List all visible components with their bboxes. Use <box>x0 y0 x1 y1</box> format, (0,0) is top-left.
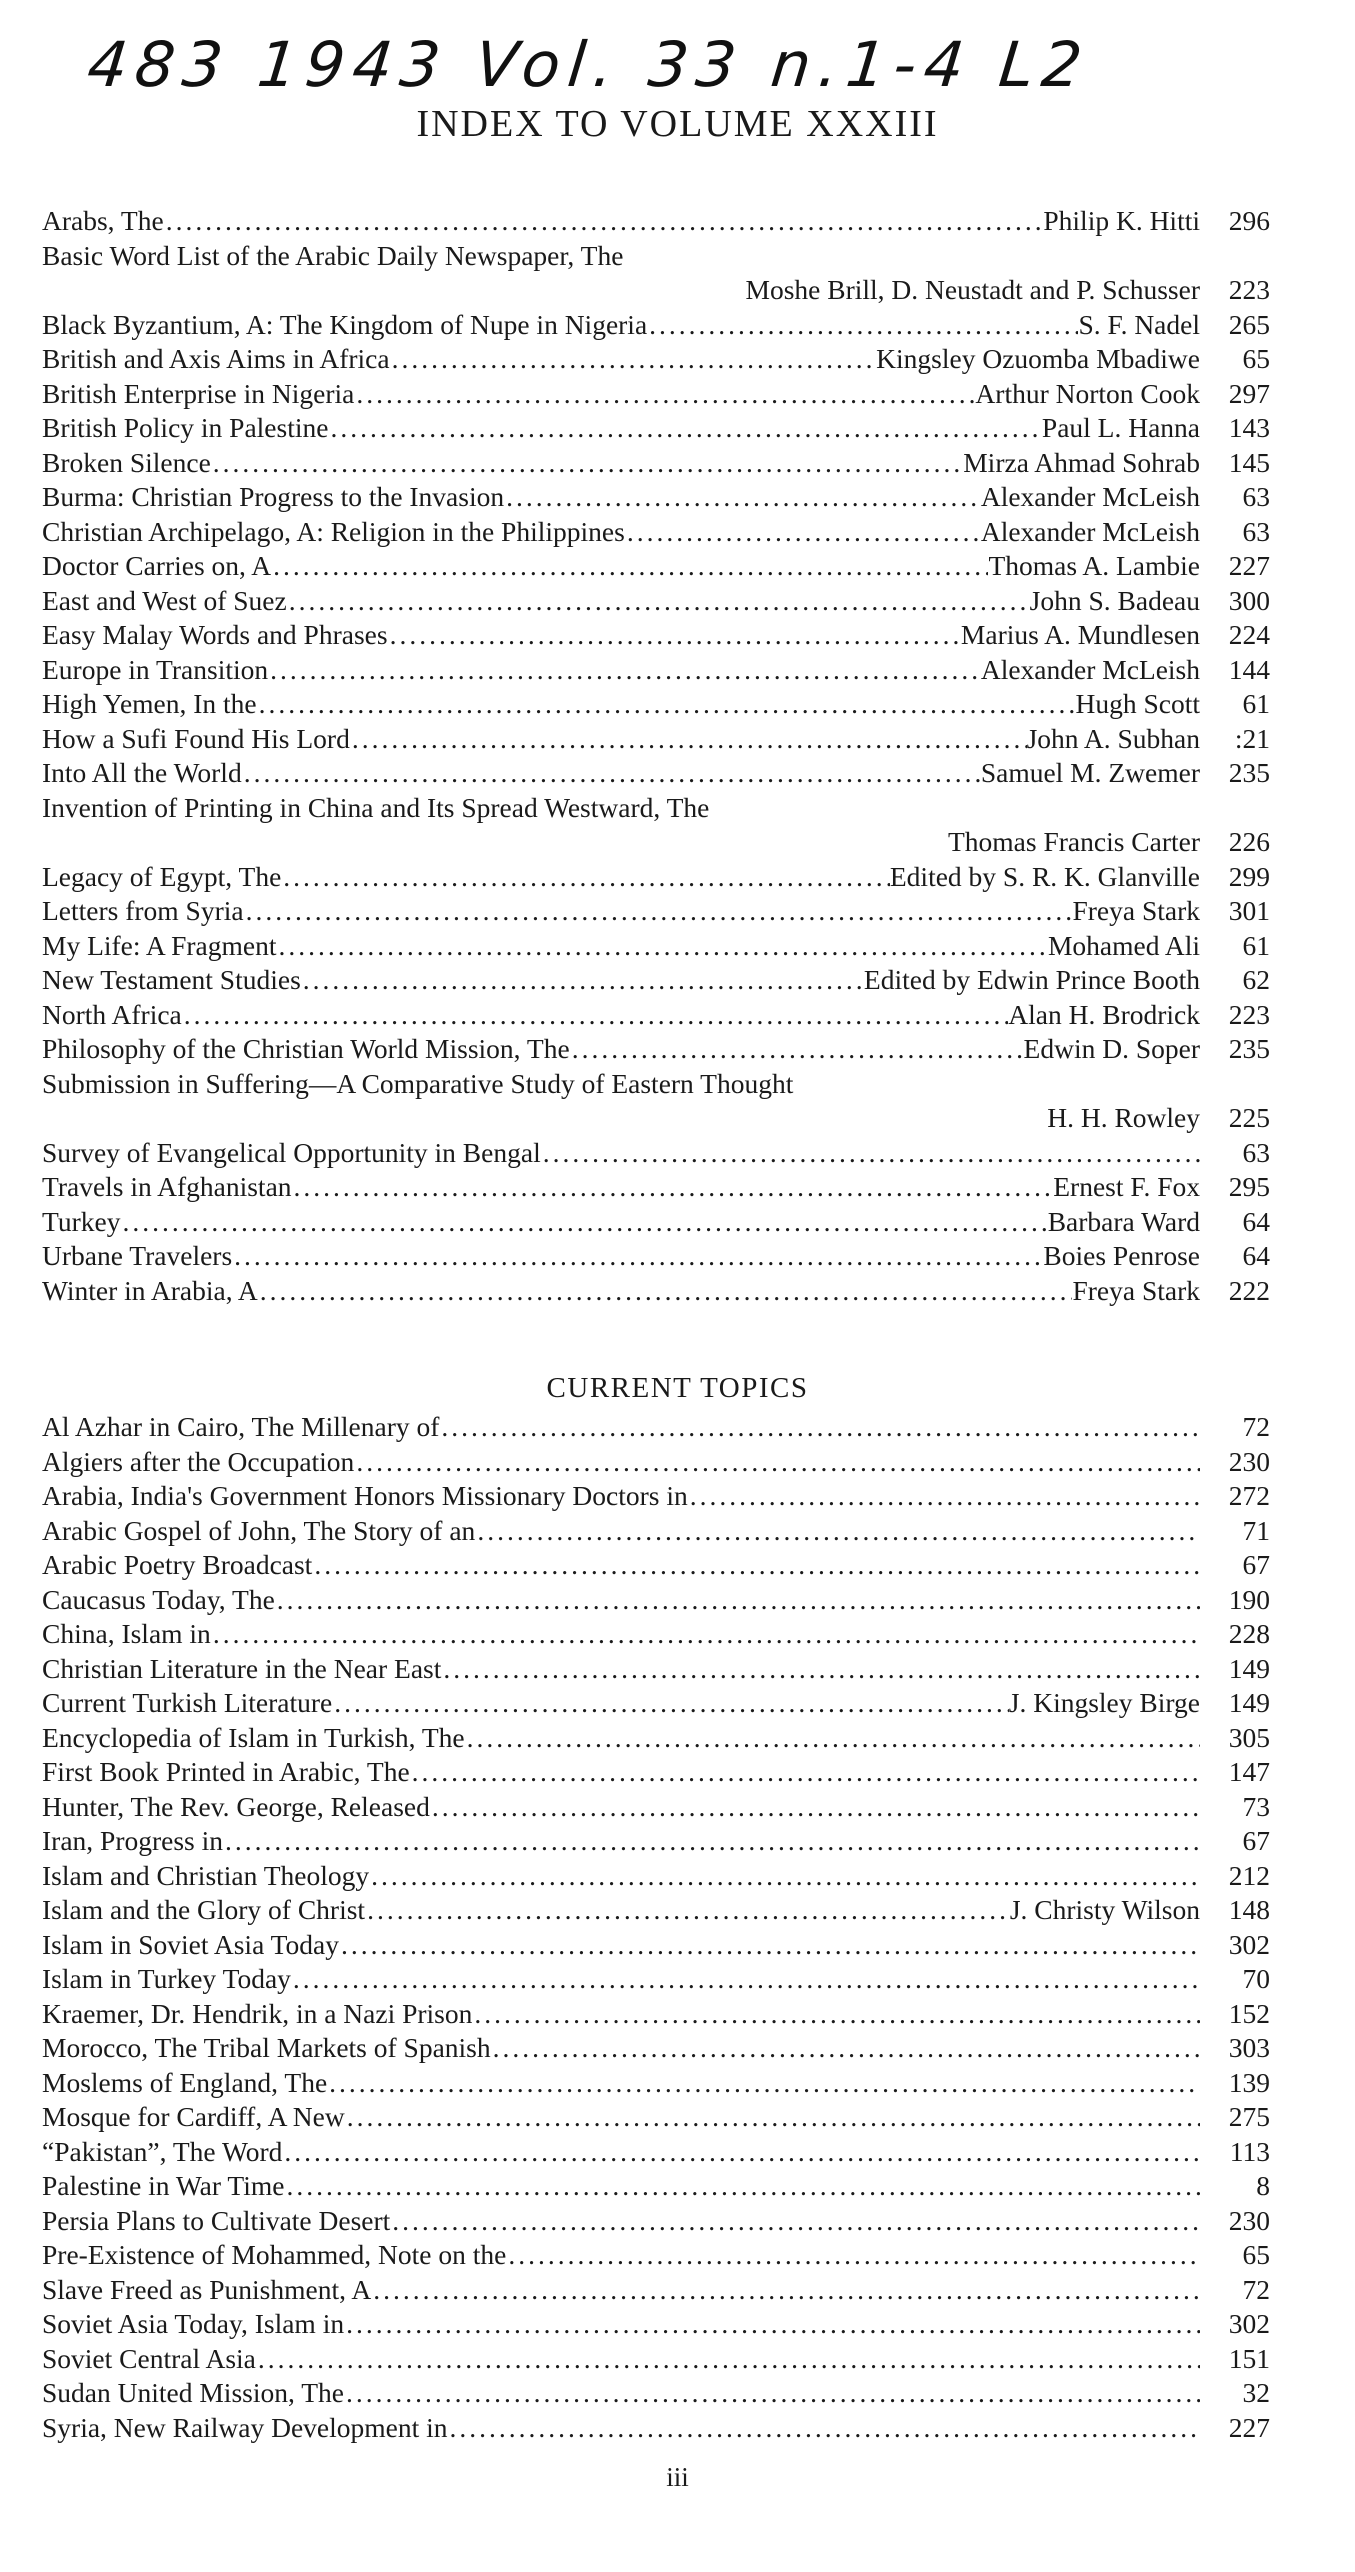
dot-leader <box>182 998 1009 1033</box>
entry-title: Morocco, The Tribal Markets of Spanish <box>42 2032 491 2063</box>
entry-title: Turkey <box>42 1205 121 1237</box>
index-entry <box>42 998 1270 1033</box>
dot-leader <box>312 1548 1200 1583</box>
main-index-list <box>42 204 1270 1308</box>
topic-entry <box>42 2204 1270 2239</box>
index-entry <box>42 273 1270 308</box>
topic-entry <box>42 1859 1270 1894</box>
dot-leader <box>439 1410 1200 1445</box>
topic-entry <box>42 2307 1270 2342</box>
page-title: INDEX TO VOLUME XXXIII <box>416 103 939 145</box>
entry-page: 64 <box>1242 1240 1270 1271</box>
entry-page: 67 <box>1242 1549 1270 1580</box>
entry-page: 227 <box>1228 550 1270 581</box>
entry-page: 295 <box>1228 1171 1270 1202</box>
dot-leader <box>211 1617 1200 1652</box>
dot-leader <box>344 2307 1200 2342</box>
dot-leader <box>371 2273 1200 2308</box>
entry-title: North Africa <box>42 998 182 1030</box>
entry-page: :21 <box>1234 722 1270 754</box>
entry-page: 148 <box>1228 1894 1270 1925</box>
entry-author: Marius A. Mundlesen <box>960 619 1200 650</box>
handwritten-catalog-note: 483 1943 Vol. 33 n.1-4 L2 <box>84 28 1094 101</box>
dot-leader <box>345 2100 1200 2135</box>
index-entry <box>42 653 1270 688</box>
entry-page: 64 <box>1242 1205 1270 1237</box>
index-entry <box>42 204 1270 239</box>
entry-page: 301 <box>1228 895 1270 926</box>
dot-leader <box>625 515 981 550</box>
topic-entry <box>42 1479 1270 1514</box>
entry-page: 73 <box>1242 1790 1270 1822</box>
index-entry <box>42 860 1270 895</box>
index-entry <box>42 515 1270 550</box>
dot-leader <box>244 894 1073 929</box>
entry-page: 139 <box>1228 2066 1270 2098</box>
entry-author: Kingsley Ozuomba Mbadiwe <box>876 343 1200 374</box>
entry-page: 296 <box>1228 205 1270 236</box>
entry-title: Broken Silence <box>42 446 211 478</box>
dot-leader <box>441 1652 1200 1687</box>
dot-leader <box>350 722 1027 757</box>
current-topics-heading: CURRENT TOPICS <box>546 1372 809 1404</box>
entry-title: Islam in Turkey Today <box>42 1963 291 1994</box>
entry-page: 72 <box>1242 2273 1270 2305</box>
entry-page: 63 <box>1242 515 1270 547</box>
dot-leader <box>291 1962 1200 1997</box>
entry-title: Arabic Poetry Broadcast <box>42 1549 313 1580</box>
page-number: iii <box>666 2462 689 2492</box>
entry-title: My Life: A Fragment <box>42 929 277 961</box>
entry-title: Soviet Central Asia <box>42 2342 256 2374</box>
entry-title: Syria, New Railway Development in <box>42 2411 448 2443</box>
entry-page: 230 <box>1228 2204 1270 2236</box>
dot-leader <box>211 446 963 481</box>
entry-page: 63 <box>1242 1136 1270 1168</box>
entry-title: Islam and Christian Theology <box>42 1859 370 1891</box>
dot-leader <box>365 1893 1010 1928</box>
entry-title: Caucasus Today, The <box>42 1583 275 1615</box>
index-entry <box>42 618 1270 653</box>
entry-title: Into All the World <box>42 757 242 788</box>
entry-title: British Enterprise in Nigeria <box>42 377 355 409</box>
entry-title: Hunter, The Rev. George, Released <box>42 1790 430 1822</box>
index-entry <box>42 791 1270 826</box>
index-entry <box>42 929 1270 964</box>
entry-title: Doctor Carries on, A <box>42 550 272 581</box>
entry-title: Mosque for Cardiff, A New <box>42 2101 345 2132</box>
entry-page: 265 <box>1228 308 1270 340</box>
topic-entry <box>42 1755 1270 1790</box>
entry-author: Thomas A. Lambie <box>988 550 1200 581</box>
entry-author: John A. Subhan <box>1026 722 1200 754</box>
dot-leader <box>339 1928 1200 1963</box>
entry-author: Moshe Brill, D. Neustadt and P. Schusser <box>745 274 1200 305</box>
dot-leader <box>292 1170 1054 1205</box>
entry-author: Edited by S. R. K. Glanville <box>889 860 1200 892</box>
dot-leader <box>448 2411 1200 2446</box>
dot-leader <box>327 2066 1200 2101</box>
entry-title: Philosophy of the Christian World Mission, The <box>42 1033 570 1064</box>
dot-leader <box>258 1274 1073 1309</box>
entry-author: Edited by Edwin Prince Booth <box>863 964 1200 995</box>
entry-author: Mirza Ahmad Sohrab <box>963 446 1200 478</box>
entry-title: British and Axis Aims in Africa <box>42 343 390 374</box>
topic-entry <box>42 2135 1270 2170</box>
dot-leader <box>301 963 864 998</box>
entry-page: 190 <box>1228 1583 1270 1615</box>
entry-page: 235 <box>1228 757 1270 788</box>
dot-leader <box>465 1721 1200 1756</box>
topic-entry <box>42 1790 1270 1825</box>
dot-leader <box>275 1583 1200 1618</box>
entry-page: 70 <box>1242 1963 1270 1994</box>
entry-title: Soviet Asia Today, Islam in <box>42 2308 345 2339</box>
entry-page: 302 <box>1228 1928 1270 1960</box>
dot-leader <box>256 2342 1200 2377</box>
entry-page: 297 <box>1228 377 1270 409</box>
index-entry <box>42 1032 1270 1067</box>
entry-page: 65 <box>1242 2239 1270 2270</box>
entry-page: 235 <box>1228 1033 1270 1064</box>
topic-entry <box>42 1686 1270 1721</box>
entry-page: 303 <box>1228 2032 1270 2063</box>
topic-entry <box>42 1893 1270 1928</box>
index-entry <box>42 825 1270 860</box>
dot-leader <box>688 1479 1200 1514</box>
index-entry <box>42 1274 1270 1309</box>
entry-title: Invention of Printing in China and Its Spread Westward, The <box>42 791 710 823</box>
entry-author: Philip K. Hitti <box>1043 205 1200 236</box>
entry-title: Black Byzantium, A: The Kingdom of Nupe in Nigeria <box>42 308 648 340</box>
index-entry <box>42 1170 1270 1205</box>
dot-leader <box>287 584 1030 619</box>
dot-leader <box>328 411 1041 446</box>
entry-page: 305 <box>1228 1721 1270 1753</box>
entry-title: British Policy in Palestine <box>42 412 329 443</box>
entry-page: 302 <box>1228 2308 1270 2339</box>
entry-title: Al Azhar in Cairo, The Millenary of <box>42 1411 440 1442</box>
entry-page: 300 <box>1228 584 1270 616</box>
entry-page: 227 <box>1228 2411 1270 2443</box>
topic-entry <box>42 2100 1270 2135</box>
entry-page: 113 <box>1229 2135 1270 2167</box>
entry-title: “Pakistan”, The Word <box>42 2135 283 2167</box>
dot-leader <box>491 2031 1200 2066</box>
entry-page: 143 <box>1228 412 1270 443</box>
dot-leader <box>570 1032 1024 1067</box>
dot-leader <box>232 1239 1043 1274</box>
topic-entry <box>42 1721 1270 1756</box>
entry-title: Algiers after the Occupation <box>42 1445 355 1477</box>
entry-page: 275 <box>1228 2101 1270 2132</box>
entry-title: Slave Freed as Punishment, A <box>42 2273 372 2305</box>
entry-title: Survey of Evangelical Opportunity in Bengal <box>42 1136 541 1168</box>
entry-page: 212 <box>1228 1859 1270 1891</box>
dot-leader <box>388 618 961 653</box>
dot-leader <box>277 929 1048 964</box>
topic-entry <box>42 2376 1270 2411</box>
entry-page: 230 <box>1228 1445 1270 1477</box>
entry-page: 61 <box>1242 688 1270 719</box>
entry-page: 228 <box>1228 1618 1270 1649</box>
topic-entry <box>42 2238 1270 2273</box>
entry-page: 61 <box>1242 929 1270 961</box>
current-topics-list <box>42 1410 1270 2445</box>
dot-leader <box>472 1997 1200 2032</box>
entry-author: Alexander McLeish <box>980 481 1200 512</box>
entry-page: 62 <box>1242 964 1270 995</box>
topic-entry <box>42 2066 1270 2101</box>
entry-title: Winter in Arabia, A <box>42 1274 258 1306</box>
entry-page: 223 <box>1228 998 1270 1030</box>
dot-leader <box>647 308 1078 343</box>
dot-leader <box>344 2376 1200 2411</box>
topic-entry <box>42 2273 1270 2308</box>
entry-title: Persia Plans to Cultivate Desert <box>42 2204 391 2236</box>
topic-entry <box>42 1548 1270 1583</box>
entry-title: East and West of Suez <box>42 584 287 616</box>
index-entry <box>42 1101 1270 1136</box>
topic-entry <box>42 1962 1270 1997</box>
index-entry <box>42 411 1270 446</box>
index-entry <box>42 687 1270 722</box>
entry-author: J. Christy Wilson <box>1009 1894 1200 1925</box>
entry-page: 8 <box>1256 2170 1270 2201</box>
dot-leader <box>268 653 981 688</box>
index-entry <box>42 963 1270 998</box>
entry-title: Iran, Progress in <box>42 1825 224 1856</box>
dot-leader <box>541 1136 1200 1171</box>
dot-leader <box>475 1514 1200 1549</box>
dot-leader <box>430 1790 1200 1825</box>
topic-entry <box>42 1928 1270 1963</box>
index-entry <box>42 342 1270 377</box>
dot-leader <box>242 756 981 791</box>
topic-entry <box>42 2342 1270 2377</box>
entry-page: 272 <box>1228 1480 1270 1511</box>
entry-title: Legacy of Egypt, The <box>42 860 282 892</box>
dot-leader <box>390 2204 1200 2239</box>
entry-title: Pre-Existence of Mohammed, Note on the <box>42 2239 507 2270</box>
entry-author: Alan H. Brodrick <box>1008 998 1200 1030</box>
entry-author: Alexander McLeish <box>980 515 1200 547</box>
entry-author: Paul L. Hanna <box>1041 412 1200 443</box>
entry-title: Submission in Suffering—A Comparative Study of Eastern Thought <box>42 1067 794 1099</box>
entry-title: How a Sufi Found His Lord <box>42 722 350 754</box>
entry-page: 149 <box>1228 1687 1270 1718</box>
entry-author: Hugh Scott <box>1075 688 1200 719</box>
entry-page: 71 <box>1242 1514 1270 1546</box>
dot-leader <box>282 2135 1200 2170</box>
entry-title: Christian Literature in the Near East <box>42 1652 442 1684</box>
topic-entry <box>42 2031 1270 2066</box>
entry-title: Travels in Afghanistan <box>42 1171 292 1202</box>
entry-author: Alexander McLeish <box>980 653 1200 685</box>
topic-entry <box>42 1514 1270 1549</box>
entry-page: 223 <box>1228 274 1270 305</box>
entry-title: High Yemen, In the <box>42 688 257 719</box>
entry-page: 144 <box>1228 653 1270 685</box>
entry-title: Urbane Travelers <box>42 1240 233 1271</box>
entry-title: Current Turkish Literature <box>42 1687 333 1718</box>
entry-title: Arabic Gospel of John, The Story of an <box>42 1514 476 1546</box>
topic-entry <box>42 1617 1270 1652</box>
entry-page: 299 <box>1228 860 1270 892</box>
dot-leader <box>506 2238 1200 2273</box>
dot-leader <box>285 2169 1201 2204</box>
entry-author: Boies Penrose <box>1043 1240 1200 1271</box>
entry-page: 222 <box>1228 1274 1270 1306</box>
topic-entry <box>42 1824 1270 1859</box>
entry-author: H. H. Rowley <box>1047 1102 1200 1133</box>
dot-leader <box>120 1205 1047 1240</box>
dot-leader <box>164 204 1044 239</box>
entry-author: Arthur Norton Cook <box>975 377 1200 409</box>
index-entry <box>42 894 1270 929</box>
entry-page: 65 <box>1242 343 1270 374</box>
entry-author: Thomas Francis Carter <box>947 826 1200 857</box>
index-entry <box>42 1136 1270 1171</box>
dot-leader <box>390 342 877 377</box>
entry-title: Arabia, India's Government Honors Missionary Doctors in <box>42 1480 688 1511</box>
entry-author: Ernest F. Fox <box>1053 1171 1200 1202</box>
entry-title: Islam and the Glory of Christ <box>42 1894 366 1925</box>
entry-author: Barbara Ward <box>1047 1205 1200 1237</box>
index-entry <box>42 722 1270 757</box>
entry-page: 152 <box>1228 1997 1270 2029</box>
dot-leader <box>354 1445 1200 1480</box>
entry-title: Kraemer, Dr. Hendrik, in a Nazi Prison <box>42 1997 473 2029</box>
dot-leader <box>281 860 890 895</box>
entry-title: Moslems of England, The <box>42 2066 328 2098</box>
entry-author: John S. Badeau <box>1029 584 1200 616</box>
entry-title: Burma: Christian Progress to the Invasion <box>42 481 505 512</box>
dot-leader <box>223 1824 1200 1859</box>
index-entry <box>42 308 1270 343</box>
topic-entry <box>42 1583 1270 1618</box>
index-entry <box>42 756 1270 791</box>
entry-title: Palestine in War Time <box>42 2170 285 2201</box>
dot-leader <box>257 687 1076 722</box>
index-entry <box>42 1239 1270 1274</box>
entry-page: 32 <box>1242 2377 1270 2408</box>
entry-title: Europe in Transition <box>42 653 269 685</box>
entry-author: J. Kingsley Birge <box>1008 1687 1200 1718</box>
index-entry <box>42 446 1270 481</box>
entry-title: Christian Archipelago, A: Religion in the Philippines <box>42 515 625 547</box>
entry-title: Arabs, The <box>42 205 164 236</box>
entry-page: 145 <box>1228 446 1270 478</box>
index-entry <box>42 377 1270 412</box>
index-entry <box>42 584 1270 619</box>
index-entry <box>42 549 1270 584</box>
dot-leader <box>369 1859 1200 1894</box>
topic-entry <box>42 1410 1270 1445</box>
index-entry <box>42 1205 1270 1240</box>
entry-page: 224 <box>1228 619 1270 650</box>
entry-page: 151 <box>1228 2342 1270 2374</box>
entry-title: China, Islam in <box>42 1618 211 1649</box>
entry-author: Edwin D. Soper <box>1023 1033 1200 1064</box>
entry-author: Samuel M. Zwemer <box>980 757 1200 788</box>
entry-title: Basic Word List of the Arabic Daily Newspaper, The <box>42 239 624 271</box>
dot-leader <box>504 480 981 515</box>
dot-leader <box>354 377 975 412</box>
entry-page: 147 <box>1228 1756 1270 1787</box>
entry-page: 72 <box>1242 1411 1270 1442</box>
topic-entry <box>42 2411 1270 2446</box>
topic-entry <box>42 2169 1270 2204</box>
entry-page: 226 <box>1228 826 1270 857</box>
dot-leader <box>410 1755 1200 1790</box>
topic-entry <box>42 1652 1270 1687</box>
entry-author: Freya Stark <box>1072 1274 1200 1306</box>
entry-author: Mohamed Ali <box>1047 929 1200 961</box>
index-entry <box>42 239 1270 274</box>
entry-author: Freya Stark <box>1072 895 1200 926</box>
entry-page: 67 <box>1242 1825 1270 1856</box>
entry-title: New Testament Studies <box>42 964 301 995</box>
dot-leader <box>271 549 988 584</box>
entry-title: Letters from Syria <box>42 895 244 926</box>
entry-page: 225 <box>1228 1102 1270 1133</box>
entry-title: Islam in Soviet Asia Today <box>42 1928 339 1960</box>
index-entry <box>42 480 1270 515</box>
entry-author: S. F. Nadel <box>1078 308 1200 340</box>
index-entry <box>42 1067 1270 1102</box>
entry-title: First Book Printed in Arabic, The <box>42 1756 410 1787</box>
topic-entry <box>42 1997 1270 2032</box>
entry-title: Encyclopedia of Islam in Turkish, The <box>42 1721 465 1753</box>
entry-page: 63 <box>1242 481 1270 512</box>
entry-title: Sudan United Mission, The <box>42 2377 344 2408</box>
dot-leader <box>332 1686 1009 1721</box>
entry-page: 149 <box>1228 1652 1270 1684</box>
topic-entry <box>42 1445 1270 1480</box>
entry-title: Easy Malay Words and Phrases <box>42 619 388 650</box>
